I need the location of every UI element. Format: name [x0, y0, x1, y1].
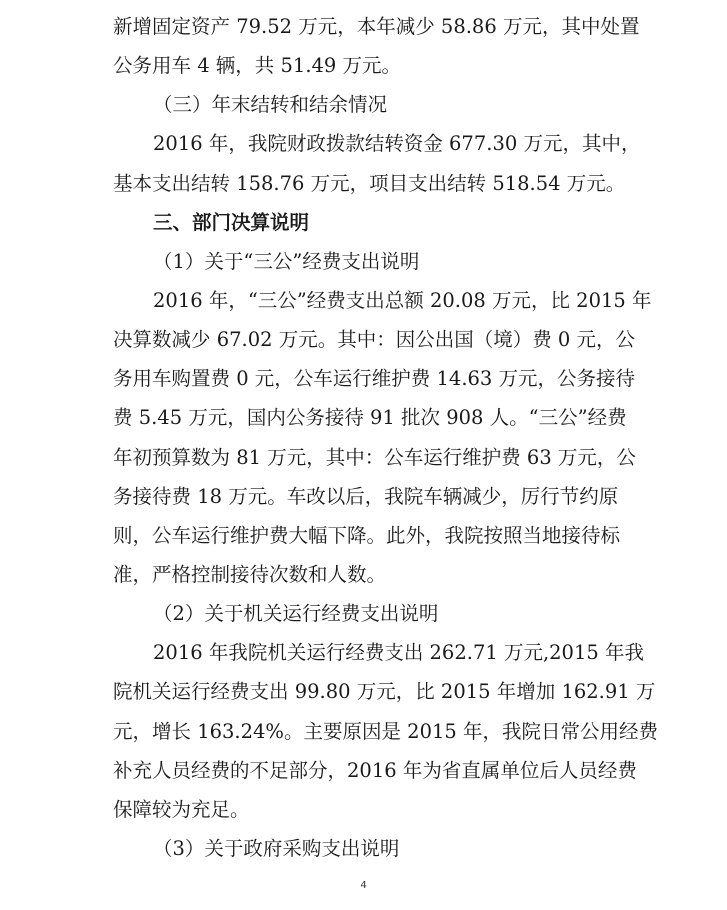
paragraph-line: 新增固定资产 79.52 万元，本年减少 58.86 万元，其中处置: [113, 15, 640, 38]
page-number: 4: [360, 880, 367, 891]
paragraph-line: 补充人员经费的不足部分，2016 年为省直属单位后人员经费: [113, 759, 637, 782]
paragraph-line: 基本支出结转 158.76 万元，项目支出结转 518.54 万元。: [113, 172, 626, 195]
paragraph-line: 公务用车 4 辆，共 51.49 万元。: [113, 54, 402, 77]
paragraph-line: 2016 年，我院财政拨款结转资金 677.30 万元，其中，: [153, 132, 641, 155]
paragraph-line: 务接待费 18 万元。车改以后，我院车辆减少，厉行节约原: [113, 485, 619, 508]
paragraph-line: 元，增长 163.24%。主要原因是 2015 年，我院日常公用经费: [113, 720, 658, 743]
section-subheading: （3）关于政府采购支出说明: [153, 837, 400, 860]
section-subheading: （三）年末结转和结余情况: [153, 93, 388, 116]
paragraph-line: 务用车购置费 0 元，公车运行维护费 14.63 万元，公务接待: [113, 367, 636, 390]
paragraph-line: 2016 年，“三公”经费支出总额 20.08 万元，比 2015 年: [153, 289, 652, 312]
paragraph-line: 院机关运行经费支出 99.80 万元，比 2015 年增加 162.91 万: [113, 680, 656, 703]
section-subheading: （2）关于机关运行经费支出说明: [153, 602, 439, 625]
paragraph-line: 保障较为充足。: [113, 798, 250, 821]
paragraph-line: 决算数减少 67.02 万元。其中：因公出国（境）费 0 元，公: [113, 328, 636, 351]
paragraph-line: 2016 年我院机关运行经费支出 262.71 万元,2015 年我: [153, 641, 644, 664]
paragraph-line: 准，严格控制接待次数和人数。: [113, 563, 387, 586]
section-heading: 三、部门决算说明: [153, 211, 310, 234]
paragraph-line: 年初预算数为 81 万元，其中：公车运行维护费 63 万元，公: [113, 446, 636, 469]
paragraph-line: 则，公车运行维护费大幅下降。此外，我院按照当地接待标: [113, 524, 621, 547]
section-subheading: （1）关于“三公”经费支出说明: [153, 250, 420, 273]
paragraph-line: 费 5.45 万元，国内公务接待 91 批次 908 人。“三公”经费: [113, 406, 627, 429]
